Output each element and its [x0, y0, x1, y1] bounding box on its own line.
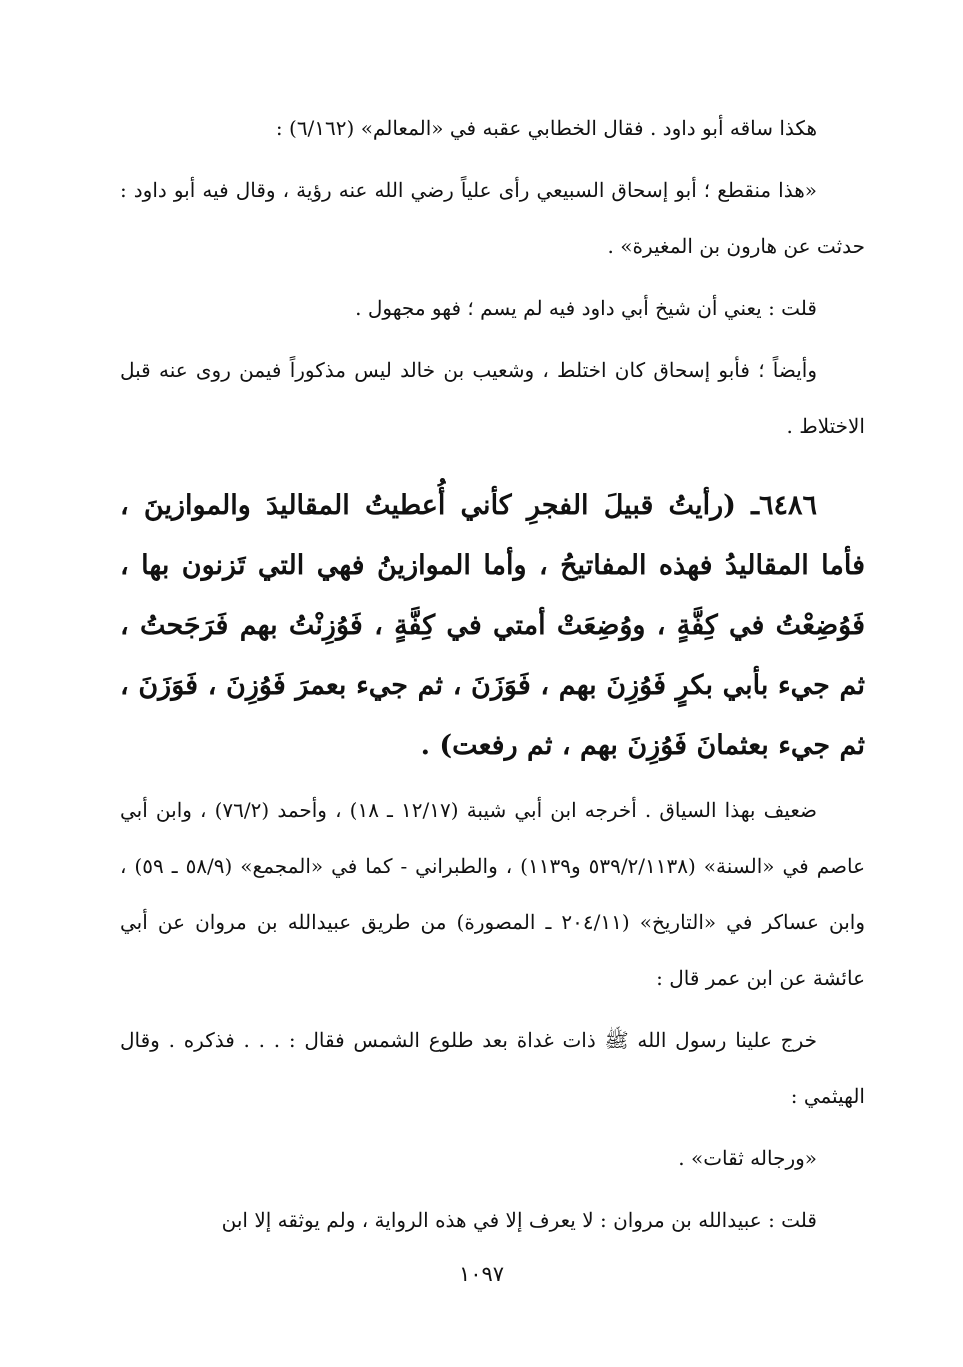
paragraph-khattabi-quote: «هذا منقطع ؛ أبو إسحاق السبيعي رأى علياً رضي الله عنه رؤية ، وقال فيه أبو داود : حدثت عن هارون بن المغيرة» .: [120, 178, 865, 258]
paragraph-takhrij: ضعيف بهذا السياق . أخرجه ابن أبي شيبة (١٢/١٧ ـ ١٨) ، وأحمد (٧٦/٢) ، وابن أبي عاصم في «السنة» (٥٣٩/٢/١١٣٨ و١١٣٩) ، والطبراني - كما في «المجمع» (٥٨/٩ ـ ٥٩) ، وابن عساكر في «التاريخ» (٢٠٤/١١ ـ المصورة) من طريق عبيدالله بن مروان عن أبي عائشة عن ابن عمر قال :: [120, 798, 866, 990]
paragraph-narration: خرج علينا رسول الله ﷺ ذات غداة بعد طلوع الشمس فقال : . . . فذكره . وقال الهيثمي :: [120, 1028, 865, 1108]
paragraph-ubaydullah: قلت : عبيدالله بن مروان : لا يعرف إلا في هذه الرواية ، ولم يوثقه إلا ابن: [221, 1208, 817, 1232]
paragraph-haythami-quote: «ورجاله ثقات» .: [678, 1146, 817, 1170]
hadith-text: ٦٤٨٦ـ (رأيتُ قبيلَ الفجرِ كأني أُعطيتُ المقاليدَ والموازينَ ، فأما المقاليدُ فهذه المفاتيحُ ، وأما الموازينُ فهي التي تَزنون بها ، فَوُضِعْتُ في كِفَّةٍ ، ووُضِعَتْ أمتي في كِفَّةٍ ، فَوُزِنْتُ بهم فَرَجَحتُ ، ثم جيء بأبي بكرٍ فَوُزِنَ بهم ، فَوَزَنَ ، ثم جيء بعمرَ فَوُزِنَ ، فَوَزَنَ ، ثم جيء بعثمانَ فَوُزِنَ بهم ، ثم رفعت) .: [120, 490, 865, 761]
page-number: ١٠٩٧: [458, 1262, 505, 1286]
page-body: [120, 100, 865, 1248]
paragraph-unnamed-sheikh: قلت : يعني أن شيخ أبي داود فيه لم يسم ؛ فهو مجهول .: [355, 296, 817, 320]
paragraph-khattabi-intro: هكذا ساقه أبو داود . فقال الخطابي عقبه في «المعالم» (٦/١٦٢) :: [275, 116, 817, 140]
paragraph-ikhtilat: وأيضاً ؛ فأبو إسحاق كان اختلط ، وشعيب بن خالد ليس مذكوراً فيمن روى عنه قبل الاختلاط .: [120, 358, 865, 438]
